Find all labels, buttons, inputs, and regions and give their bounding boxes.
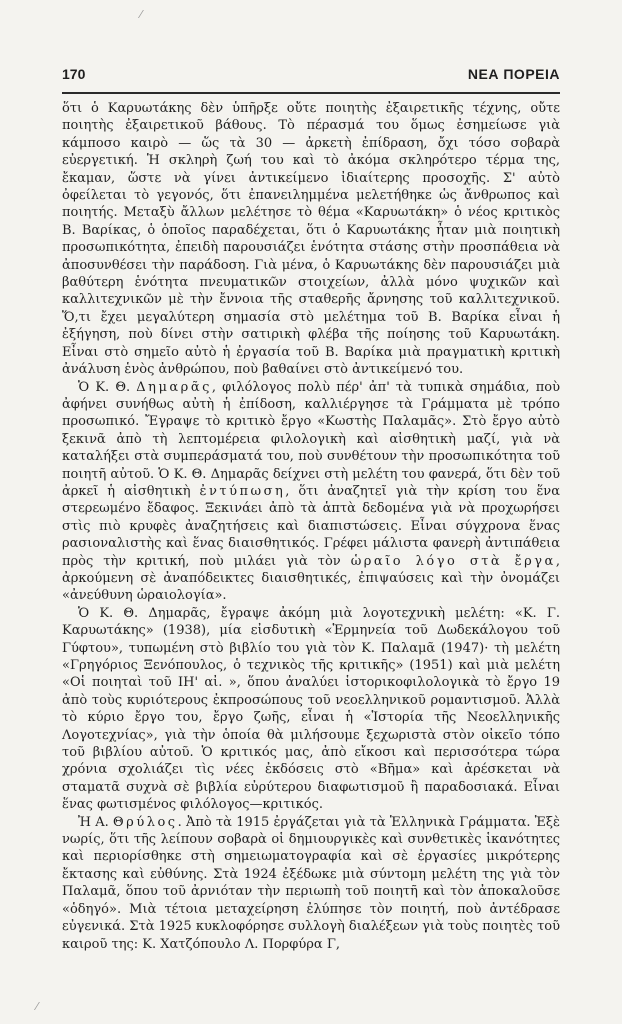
- text-run: , φιλόλογος πολὺ πέρ' ἀπ' τὰ τυπικὰ σημάδια, ποὺ ἀφήνει συνήθως αὐτὴ ἡ ἐπίδοση, καλλιέργησε τὰ Γράμματα μὲ τρόπο προσωπικό. Ἔγραψε τὸ κριτικὸ ἔργο «Κωστὴς Παλαμᾶς». Στὸ ἔργο αὐτὸ ξεκινᾶ ἀπὸ τὴ λεπτομέρεια φιλολογικὴ καὶ αἰσθητικὴ μαζί, γιὰ νὰ καταλήξει στὰ συμπεράσματά του, ποὺ συνθέτουν τὴν προσωπικότητα τοῦ ποιητῆ αὐτοῦ. Ὁ Κ. Θ. Δημαρᾶς δείχνει στὴ μελέτη του φανερά, ὅτι δὲν τοῦ ἀρκεῖ ἡ αἰσθητικὴ: [62, 379, 560, 499]
- body-text: [62, 100, 560, 953]
- text-run: , ἀρκούμενη σὲ ἀναπόδεικτες διαισθητικές, ἐπιψαύσεις καὶ τὴν ὀνομάζει «ἀνεύθυνη ὡραιολογία».: [62, 553, 560, 604]
- text-run: . Ἀπὸ τὰ 1915 ἐργάζεται γιὰ τὰ Ἑλληνικὰ Γράμματα. Ἐξὲ νωρίς, ὅτι τῆς λείπουν σοβαρὰ οἱ δημιουργικὲς καὶ συνθετικὲς ἱκανότητες καὶ περιορίσθηκε στὴ σημειωματογραφία καὶ σὲ ἐργασίες μικρότερης ἔκτασης καὶ εὐθύνης. Στὰ 1924 ἐξέδωκε μιὰ σύντομη μελέτη της γιὰ τὸν Παλαμᾶ, ὅπου τοῦ ἀρνιόταν τὴν περιωπὴ τοῦ ποιητῆ καὶ τὸν ἀποκαλοῦσε «ὁδηγό». Μιὰ τέτοια μεταχείρηση ἐλύπησε τὸν ποιητή, ποὺ ἀντέδρασε εὐγενικά. Στὰ 1925 κυκλοφόρησε συλλογὴ διαλέξεων γιὰ τοὺς ποιητὲς τοῦ καιροῦ της: Κ. Χατζόπουλο Λ. Πορφύρα Γ,: [62, 814, 561, 952]
- paragraph: [62, 814, 560, 953]
- emphasized-name: ἐντύπωση: [199, 483, 286, 499]
- text-run: Ὁ Κ. Θ.: [78, 379, 137, 395]
- emphasized-name: ὡραῖο λόγο στὰ ἔργα: [350, 553, 556, 569]
- running-title: ΝΕΑ ΠΟΡΕΙΑ: [467, 66, 560, 82]
- margin-mark: ⁄: [36, 1000, 38, 1013]
- header-rule: [62, 92, 560, 94]
- paragraph: [62, 605, 560, 814]
- emphasized-name: Θρύλος: [113, 814, 178, 830]
- margin-mark: ⁄: [140, 8, 142, 21]
- text-run: Ὁ Κ. Θ. Δημαρᾶς, ἔγραψε ἀκόμη μιὰ λογοτεχνικὴ μελέτη: «Κ. Γ. Καρυωτάκης» (1938), μία εἰσδυτικὴ «Ἑρμηνεία τοῦ Δωδεκάλογου τοῦ Γύφτου», τυπωμένη στὸ βιβλίο του γιὰ τὸν Κ. Παλαμᾶ (1947)· τὴ μελέτη «Γρηγόριος Ξενόπουλος, ὁ τεχνικὸς τῆς κριτικῆς» (1951) καὶ μιὰ μελέτη «Οἱ ποιηταὶ τοῦ ΙΗ' αἰ. », ὅπου ἀναλύει ἱστορικοφιλολογικὰ τὸ ἔργο 19 ἀπὸ τοὺς κυριότερους ἐκπροσώπους τοῦ νεοελληνικοῦ ρομαντισμοῦ. Ἀλλὰ τὸ κύριο ἔργο του, ἔργο ζωῆς, εἶναι ἡ «Ἱστορία τῆς Νεοελληνικῆς Λογοτεχνίας», γιὰ τὴν ὁποία θὰ μιλήσουμε ξεχωριστὰ στὸν οἰκεῖο τόπο τοῦ βιβλίου αὐτοῦ. Ὁ κριτικός μας, ἀπὸ εἴκοσι καὶ περισσότερα τώρα χρόνια σχολιάζει τὶς νέες ἐκδόσεις στὸ «Βῆμα» καὶ ἀρέσκεται νὰ σταματᾶ συχνὰ σὲ βιβλία εὐρύτερου διαφωτισμοῦ ἢ παραδοσιακά. Εἶναι ἕνας φωτισμένος φιλόλογος—κριτικός.: [62, 605, 560, 813]
- text-run: , ὅτι ἀναζητεῖ γιὰ τὴν κρίση του ἕνα στερεωμένο ἔδαφος. Ξεκινάει ἀπὸ τὰ ἁπτὰ δεδομένα γιὰ νὰ προχωρήσει στὶς πιὸ κρυφὲς ἀναζητήσεις καὶ διαπιστώσεις. Εἶναι σύγχρονα ἕνας ρασιοναλιστὴς καὶ ἕνας διαισθητικός. Γρέφει μάλιστα φανερὴ ἀντιπάθεια πρὸς τὴν κριτική, ποὺ μιλάει γιὰ τὸν: [62, 483, 560, 569]
- paragraph: [62, 379, 560, 605]
- text-run: ὅτι ὁ Καρυωτάκης δὲν ὑπῆρξε οὔτε ποιητὴς ἐξαιρετικῆς τέχνης, οὔτε ποιητὴς ἐξαιρετικοῦ βάθους. Τὸ πέρασμά του ὅμως ἐσημείωσε γιὰ κάμποσο καιρὸ — ὥς τὰ 30 — ἀρκετὴ ἐπίδραση, ὄχι τόσο σοβαρὰ εὐεργετική. Ἡ σκληρὴ ζωή του καὶ τὸ ἀκόμα σκληρότερο τέρμα της, ἔκαμαν, ὥστε νὰ γίνει ἀντικείμενο ἰδιαίτερης προσοχῆς. Σ' αὐτὸ ὀφείλεται τὸ γεγονός, ὅτι ἐπανειλημμένα μελετήθηκε ὡς ἄνθρωπος καὶ ποιητής. Μεταξὺ ἄλλων μελέτησε τὸ θέμα «Καρυωτάκη» ὁ νέος κριτικὸς Β. Βαρίκας, ὁ ὁποῖος παραδέχεται, ὅτι ὁ Καρυωτάκης ἦταν μιὰ ποιητικὴ προσωπικότητα, ἐπειδὴ παρουσιάζει ἑνότητα στάσης στὴν προσπάθεια νὰ ἀποσυνθέσει τὴν παράδοση. Γιὰ μένα, ὁ Καρυωτάκης δὲν παρουσιάζει μιὰ βαθύτερη ἑνότητα πνευματικῶν στοιχείων, ἀλλὰ μόνο ψυχικῶν καὶ καλλιτεχνικῶν μὲ τὴν ἔννοια τῆς σταθερῆς ἄρνησης τοῦ καλλιτεχνικοῦ. Ὅ,τι ἔχει μεγαλύτερη σημασία στὸ μελέτημα τοῦ Β. Βαρίκα εἶναι ἡ ἐξήγηση, ποὺ δίνει στὴν σατιρικὴ φλέβα τῆς ποίησης τοῦ Καρυωτάκη. Εἶναι στὸ σημεῖο αὐτὸ ἡ ἐργασία τοῦ Β. Βαρίκα μιὰ πραγματικὴ κριτικὴ ἀνάλυση ἑνὸς ἀνθρώπου, ποὺ βαθαίνει στὸ ἀντικείμενό του.: [62, 101, 560, 378]
- emphasized-name: Δημαρᾶς: [136, 379, 212, 395]
- paragraph: [62, 100, 560, 379]
- page-number: 170: [62, 66, 86, 82]
- text-run: Ἠ Α.: [78, 814, 114, 830]
- page-header: [62, 66, 560, 88]
